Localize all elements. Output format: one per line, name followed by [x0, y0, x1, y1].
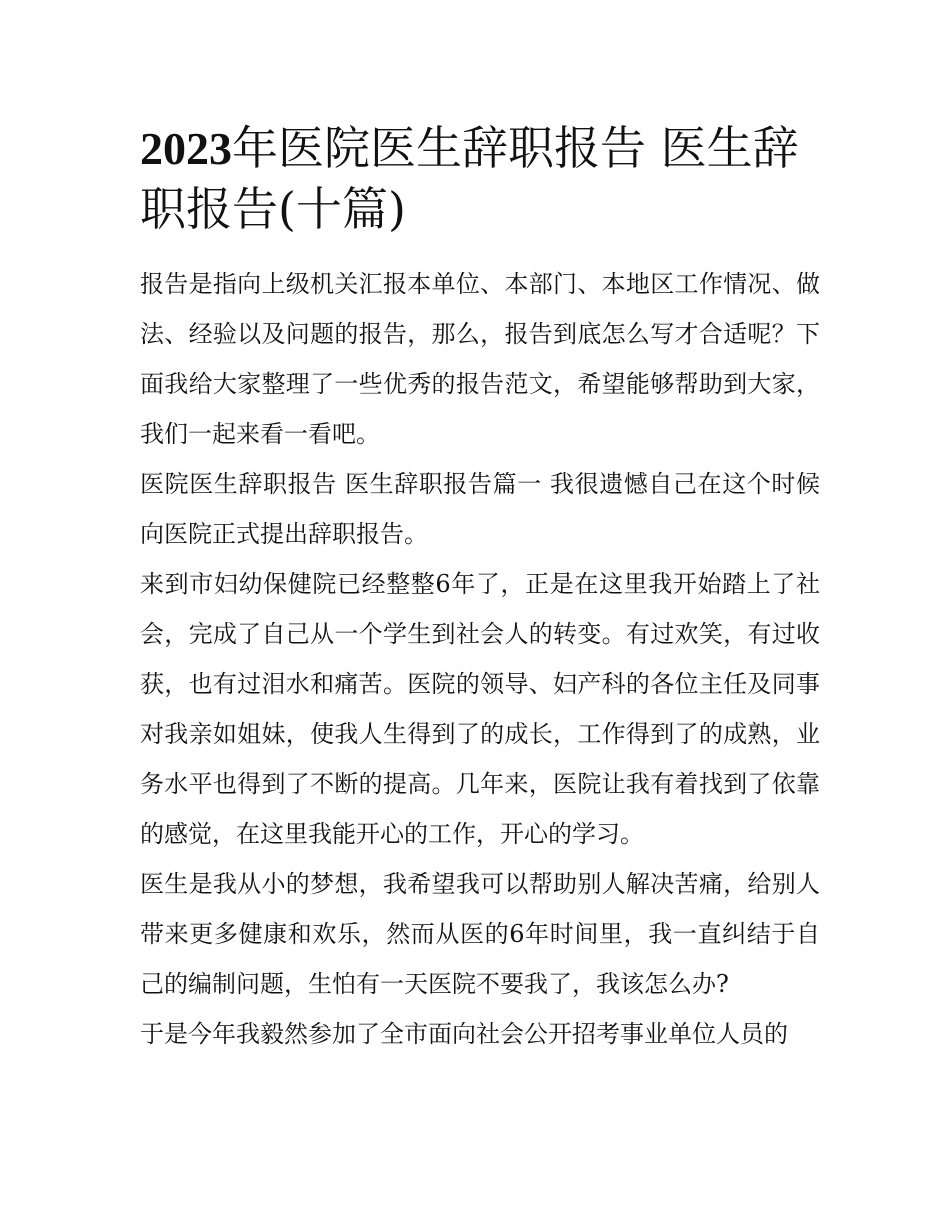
title-year: 2023	[140, 123, 232, 174]
paragraph-intro: 报告是指向上级机关汇报本单位、本部门、本地区工作情况、做法、经验以及问题的报告，那么，报告到底怎么写才合适呢？下面我给大家整理了一些优秀的报告范文，希望能够帮助到大家，我们一起来看一看吧。	[140, 270, 820, 448]
paragraph-heading-one: 医院医生辞职报告 医生辞职报告篇一 我很遗憾自己在这个时候向医院正式提出辞职报告。	[140, 470, 820, 548]
document-title	[140, 118, 820, 239]
paragraph-dream: 医生是我从小的梦想，我希望我可以帮助别人解决苦痛，给别人带来更多健康和欢乐，然而从医的6年时间里，我一直纠结于自己的编制问题，生怕有一天医院不要我了，我该怎么办?	[140, 870, 820, 998]
paragraph-exam: 于是今年我毅然参加了全市面向社会公开招考事业单位人员的	[140, 1020, 788, 1048]
title-text: 年医院医生辞职报告 医生辞职报告(十篇)	[140, 121, 799, 236]
paragraph-experience: 来到市妇幼保健院已经整整6年了，正是在这里我开始踏上了社会，完成了自己从一个学生到社会人的转变。有过欢笑，有过收获，也有过泪水和痛苦。医院的领导、妇产科的各位主任及同事对我亲如姐妹，使我人生得到了的成长，工作得到了的成熟，业务水平也得到了不断的提高。几年来，医院让我有着找到了依靠的感觉，在这里我能开心的工作，开心的学习。	[140, 570, 820, 848]
document-page	[140, 118, 820, 1059]
document-body	[140, 259, 820, 1059]
